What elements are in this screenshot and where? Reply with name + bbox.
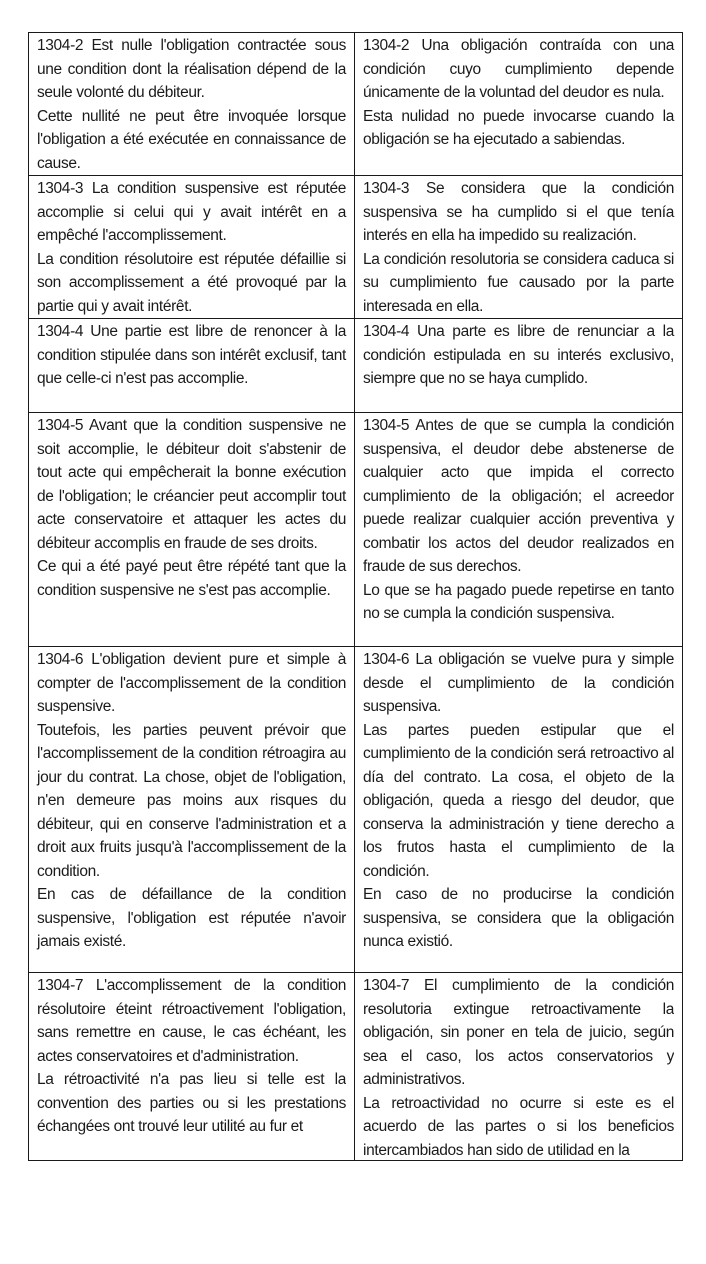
spanish-cell (355, 413, 683, 647)
paragraph: La retroactividad no ocurre si este es el acuerdo de las partes o si los beneficios intercambiados han sido de utilidad en la (363, 1094, 674, 1159)
paragraph: 1304-6 L'obligation devient pure et simple à compter de l'accomplissement de la condition suspensive. (37, 651, 346, 715)
french-cell (29, 973, 355, 1161)
paragraph: 1304-5 Antes de que se cumpla la condición suspensiva, el deudor debe abstenerse de cualquier acto que impida el correcto cumplimiento de la obligación; el acreedor puede realizar cualquier acción preventiva y combatir los actos del deudor realizados en fraude de sus derechos. (363, 417, 674, 575)
paragraph: 1304-2 Una obligación contraída con una condición cuyo cumplimiento depende únicamente de la voluntad del deudor es nula. (363, 37, 674, 101)
cell-content (363, 974, 674, 1160)
paragraph: 1304-2 Est nulle l'obligation contractée sous une condition dont la réalisation dépend de la seule volonté du débiteur. (37, 37, 346, 101)
cell-content (37, 974, 346, 1160)
paragraph: 1304-3 La condition suspensive est réputée accomplie si celui qui y avait intérêt en a empêché l'accomplissement. (37, 180, 346, 244)
french-cell (29, 413, 355, 647)
spanish-cell (355, 973, 683, 1161)
table-row (29, 413, 683, 647)
spanish-cell (355, 176, 683, 319)
spanish-cell (355, 319, 683, 413)
spanish-cell (355, 33, 683, 176)
paragraph: Toutefois, les parties peuvent prévoir que l'accomplissement de la condition rétroagira au jour du contrat. La chose, objet de l'obligation, n'en demeure pas moins aux risques du débiteur, qui en conserve l'administration et a droit aux fruits jusqu'à l'accomplissement de la condition. (37, 721, 346, 880)
paragraph: 1304-7 El cumplimiento de la condición resolutoria extingue retroactivamente la obligación, sin poner en tela de juicio, según sea el caso, los actos conservatorios y administrativos. (363, 977, 674, 1088)
bilingual-articles-table (28, 32, 683, 1161)
table-row (29, 33, 683, 176)
paragraph: La condition résolutoire est réputée défaillie si son accomplissement a été provoqué par la partie qui y avait intérêt. (37, 250, 346, 315)
paragraph: Ce qui a été payé peut être répété tant que la condition suspensive ne s'est pas accomplie. (37, 558, 346, 599)
paragraph: 1304-4 Une partie est libre de renoncer à la condition stipulée dans son intérêt exclusif, tant que celle-ci n'est pas accomplie. (37, 323, 346, 387)
paragraph: La condición resolutoria se considera caduca si su cumplimiento fue causado por la parte interesada en ella. (363, 250, 674, 315)
paragraph: Las partes pueden estipular que el cumplimiento de la condición será retroactivo al día del contrato. La cosa, el objeto de la obligación, queda a riesgo del deudor, que conserva la administración y tiene derecho a los frutos hasta el cumplimiento de la condición. (363, 721, 674, 880)
paragraph: La rétroactivité n'a pas lieu si telle est la convention des parties ou si les prestations échangées ont trouvé leur utilité au fur et (37, 1071, 346, 1135)
paragraph: En caso de no producirse la condición suspensiva, se considera que la obligación nunca existió. (363, 886, 674, 950)
paragraph: Esta nulidad no puede invocarse cuando la obligación se ha ejecutado a sabiendas. (363, 107, 674, 148)
table-row (29, 973, 683, 1161)
paragraph: 1304-6 La obligación se vuelve pura y simple desde el cumplimiento de la condición suspensiva. (363, 651, 674, 715)
french-cell (29, 647, 355, 973)
spanish-cell (355, 647, 683, 973)
paragraph: Cette nullité ne peut être invoquée lorsque l'obligation a été exécutée en connaissance de cause. (37, 107, 346, 172)
table-row (29, 176, 683, 319)
paragraph: 1304-7 L'accomplissement de la condition résolutoire éteint rétroactivement l'obligation, sans remettre en cause, le cas échéant, les actes conservatoires et d'administration. (37, 977, 346, 1065)
paragraph: Lo que se ha pagado puede repetirse en tanto no se cumpla la condición suspensiva. (363, 581, 674, 622)
french-cell (29, 319, 355, 413)
table-row (29, 319, 683, 413)
paragraph: 1304-3 Se considera que la condición suspensiva se ha cumplido si el que tenía interés en ella ha impedido su realización. (363, 180, 674, 244)
paragraph: 1304-5 Avant que la condition suspensive ne soit accomplie, le débiteur doit s'abstenir de tout acte qui empêcherait la bonne exécution de l'obligation; le créancier peut accomplir tout acte conservatoire et attaquer les actes du débiteur accomplis en fraude de ses droits. (37, 417, 346, 552)
paragraph: En cas de défaillance de la condition suspensive, l'obligation est réputée n'avoir jamais existé. (37, 886, 346, 950)
french-cell (29, 176, 355, 319)
french-cell (29, 33, 355, 176)
paragraph: 1304-4 Una parte es libre de renunciar a la condición estipulada en su interés exclusivo, siempre que no se haya cumplido. (363, 323, 674, 387)
table-row (29, 647, 683, 973)
